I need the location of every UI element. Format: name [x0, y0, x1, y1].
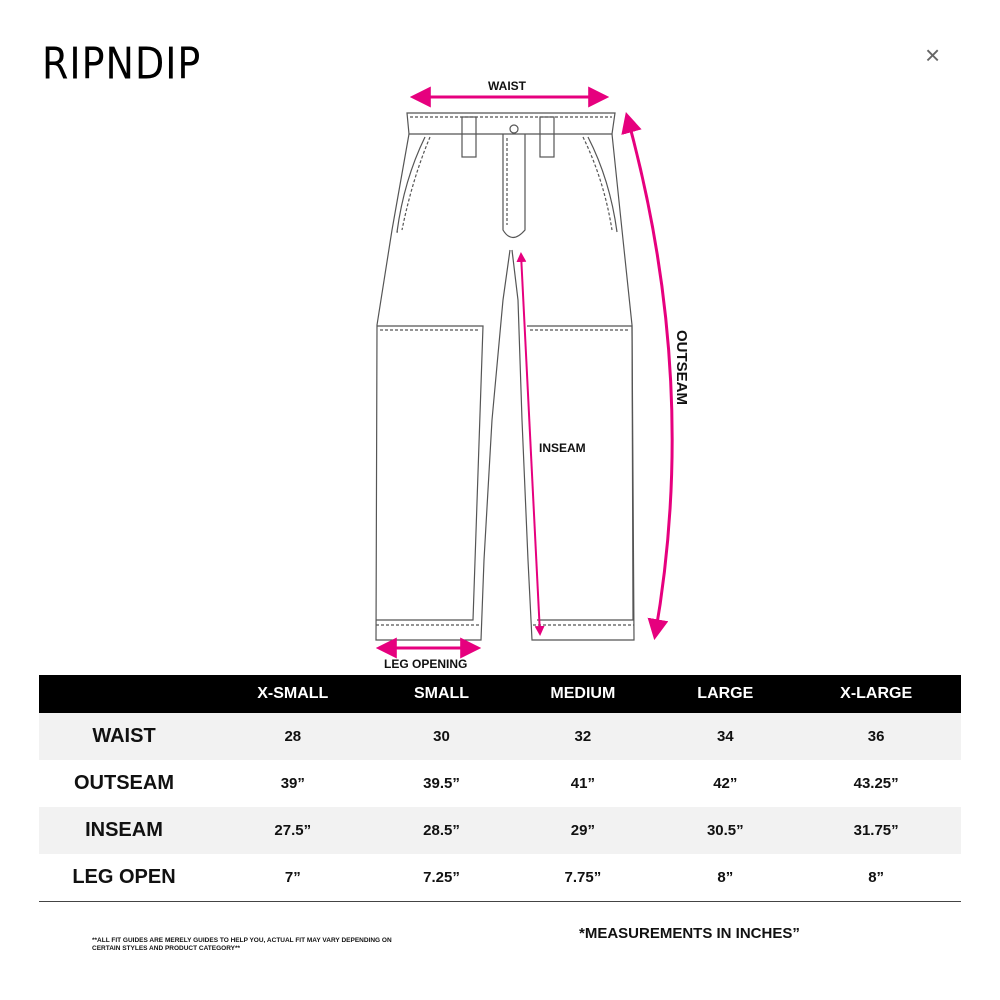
size-chart-table	[39, 675, 961, 902]
table-cell: 7.25”	[377, 854, 507, 902]
table-cell: 29”	[506, 807, 659, 854]
row-label: LEG OPEN	[39, 854, 209, 902]
row-label: WAIST	[39, 713, 209, 760]
measure-arrows	[380, 97, 672, 648]
table-cell: 8”	[791, 854, 961, 902]
measurements-note: *MEASUREMENTS IN INCHES”	[579, 925, 800, 942]
table-row	[39, 760, 961, 807]
table-cell: 32	[506, 713, 659, 760]
table-cell: 7.75”	[506, 854, 659, 902]
table-cell: 36	[791, 713, 961, 760]
table-cell: 30	[377, 713, 507, 760]
waist-label: WAIST	[488, 79, 526, 93]
table-row	[39, 807, 961, 854]
brand-logo: RIPNDIP	[42, 38, 202, 89]
header-medium: MEDIUM	[506, 675, 659, 713]
header-blank	[39, 675, 209, 713]
table-header-row	[39, 675, 961, 713]
table-cell: 42”	[713, 775, 738, 792]
pants-outline	[376, 113, 634, 640]
inseam-label: INSEAM	[539, 441, 586, 455]
table-cell: 34	[659, 713, 791, 760]
table-cell: 30.5”	[659, 807, 791, 854]
table-row	[39, 854, 961, 902]
table-cell: 39”	[280, 775, 305, 792]
header-x-small: X-SMALL	[209, 675, 377, 713]
header-small: SMALL	[377, 675, 507, 713]
inseam-arrow	[521, 254, 540, 634]
fit-disclaimer: **ALL FIT GUIDES ARE MERELY GUIDES TO HELP YOU, ACTUAL FIT MAY VARY DEPENDING ON CERTAIN STYLES AND PRODUCT CATEGORY**	[92, 937, 392, 952]
table-cell: 27.5”	[209, 807, 377, 854]
leg-opening-label: LEG OPENING	[384, 657, 468, 671]
table-cell: 39.5”	[423, 775, 460, 792]
table-cell: 28.5”	[377, 807, 507, 854]
row-label: INSEAM	[39, 807, 209, 854]
header-large: LARGE	[659, 675, 791, 713]
table-cell: 7”	[209, 854, 377, 902]
table-row	[39, 713, 961, 760]
table-cell: 8”	[659, 854, 791, 902]
row-label: OUTSEAM	[74, 772, 174, 794]
table-cell: 43.25”	[853, 775, 899, 792]
table-cell: 41”	[570, 775, 595, 792]
header-x-large: X-LARGE	[791, 675, 961, 713]
outseam-label: OUTSEAM	[673, 330, 690, 405]
table-cell: 31.75”	[791, 807, 961, 854]
table-cell: 28	[209, 713, 377, 760]
close-icon[interactable]: ×	[925, 40, 941, 70]
